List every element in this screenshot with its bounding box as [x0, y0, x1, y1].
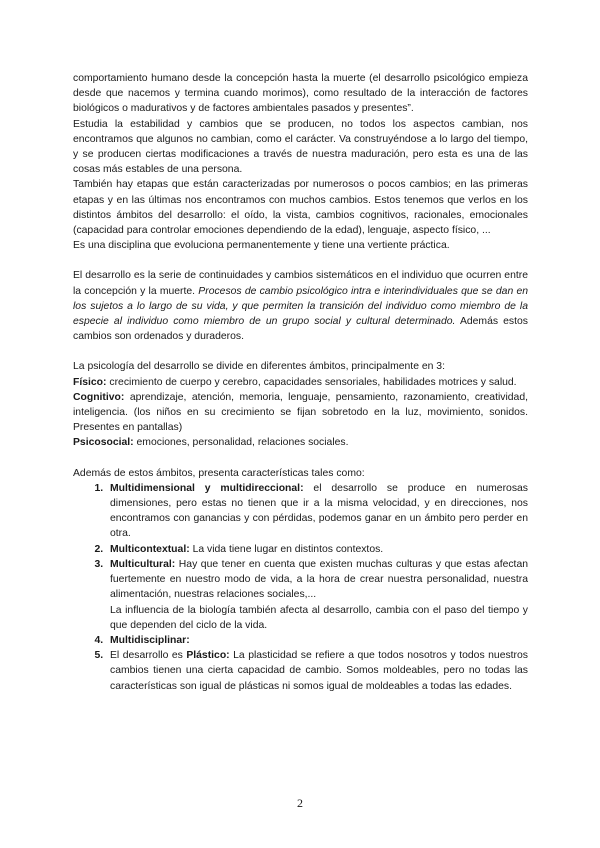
list-item: [106, 633, 528, 648]
list-item: [106, 542, 528, 557]
characteristic-label: Multidimensional y multidireccional:: [110, 482, 304, 494]
development-definition-end: Además estos cambios son ordenados y duraderos.: [73, 316, 528, 343]
area-text: emociones, personalidad, relaciones sociales.: [136, 437, 349, 449]
paragraph-4: Es una disciplina que evoluciona permanentemente y tiene una vertiente práctica.: [73, 240, 450, 252]
area-psicosocial: [73, 435, 528, 450]
paragraph-1: comportamiento humano desde la concepción hasta la muerte (el desarrollo psicológico empieza desde que nacemos y termina cuando morimos), como resultado de la interacción de factores biológicos o madurativos y de factores ambientales pasados y presentes”.: [73, 73, 528, 115]
list-item: [106, 481, 528, 542]
characteristic-prefix: El desarrollo es: [110, 650, 183, 662]
list-item: [106, 648, 528, 694]
area-label: Psicosocial:: [73, 437, 134, 449]
list-item: [106, 557, 528, 633]
area-cognitivo: [73, 390, 528, 436]
area-fisico: [73, 375, 528, 390]
page-number: 2: [297, 796, 303, 810]
characteristic-label: Multicultural:: [110, 558, 176, 570]
development-definition: El desarrollo es la serie de continuidades y cambios sistemáticos en el individuo que ocurren entre la concepción y la muerte.: [73, 270, 528, 297]
characteristic-text: La vida tiene lugar en distintos contextos.: [192, 543, 384, 555]
paragraph-5: [73, 268, 528, 344]
characteristics-list: [73, 481, 528, 694]
characteristic-label: Multidisciplinar:: [110, 634, 190, 646]
paragraph-2: Estudia la estabilidad y cambios que se producen, no todos los aspectos cambian, nos encontramos que algunos no cambian, como el carácter. Va construyéndose a lo largo del tiempo, y se producen ciertas modificaciones a través de nuestra maduración, pero esta es una de las cosas más estables de una persona.: [73, 118, 528, 176]
characteristic-label: Multicontextual:: [110, 543, 190, 555]
areas-intro: La psicología del desarrollo se divide en diferentes ámbitos, principalmente en 3:: [73, 361, 445, 373]
area-label: Físico:: [73, 376, 107, 388]
characteristic-text: Hay que tener en cuenta que existen muchas culturas y que estas afectan fuertemente en nuestro modo de vida, a la hora de crear nuestra personalidad, nuestra alimentación, nuestras relaciones sociales,...: [110, 558, 528, 601]
characteristic-text: La plasticidad se refiere a que todos nosotros y todos nuestros cambios tienen una cierta capacidad de cambio. Somos moldeables, pero no todas las características son igual de plásticas ni somos igual de moldeables a todas las edades.: [110, 650, 528, 692]
characteristic-extra: La influencia de la biología también afecta al desarrollo, cambia con el paso del tiempo y que dependen del ciclo de la vida.: [110, 604, 528, 631]
area-label: Cognitivo:: [73, 391, 125, 403]
paragraph-3: También hay etapas que están caracterizadas por numerosos o pocos cambios; en las primeras etapas y en las últimas nos encontramos con muchos cambios. Estos tenemos que verlos en los distintos ámbitos del desarrollo: el oído, la vista, cambios cognitivos, racionales, emocionales (capacidad para controlar emociones dependiendo de la edad), lenguaje, aspecto físico, ...: [73, 179, 528, 237]
characteristic-text: el desarrollo se produce en numerosas dimensiones, pero estas no tienen que ir a la misma velocidad, y en direcciones, nos encontramos con ganancias y con pérdidas, podemos ganar en un ámbito pero perder en otra.: [110, 482, 528, 540]
page-content: [73, 71, 528, 694]
area-text: aprendizaje, atención, memoria, lenguaje, pensamiento, razonamiento, creatividad, inteligencia. (los niños en su crecimiento se fijan sobretodo en la luz, movimiento, sonidos. Presentes en pantallas): [73, 391, 529, 434]
area-text: crecimiento de cuerpo y cerebro, capacidades sensoriales, habilidades motrices y salud.: [109, 376, 517, 388]
characteristic-label: Plástico:: [186, 650, 230, 662]
characteristics-intro: Además de estos ámbitos, presenta características tales como:: [73, 467, 365, 479]
development-definition-italic: Procesos de cambio psicológico intra e interindividuales que se dan en los sujetos a lo largo de su vida, y que permiten la transición del individuo como miembro de la especie al individuo como miembro de un grupo social y cultural determinado.: [73, 285, 528, 328]
